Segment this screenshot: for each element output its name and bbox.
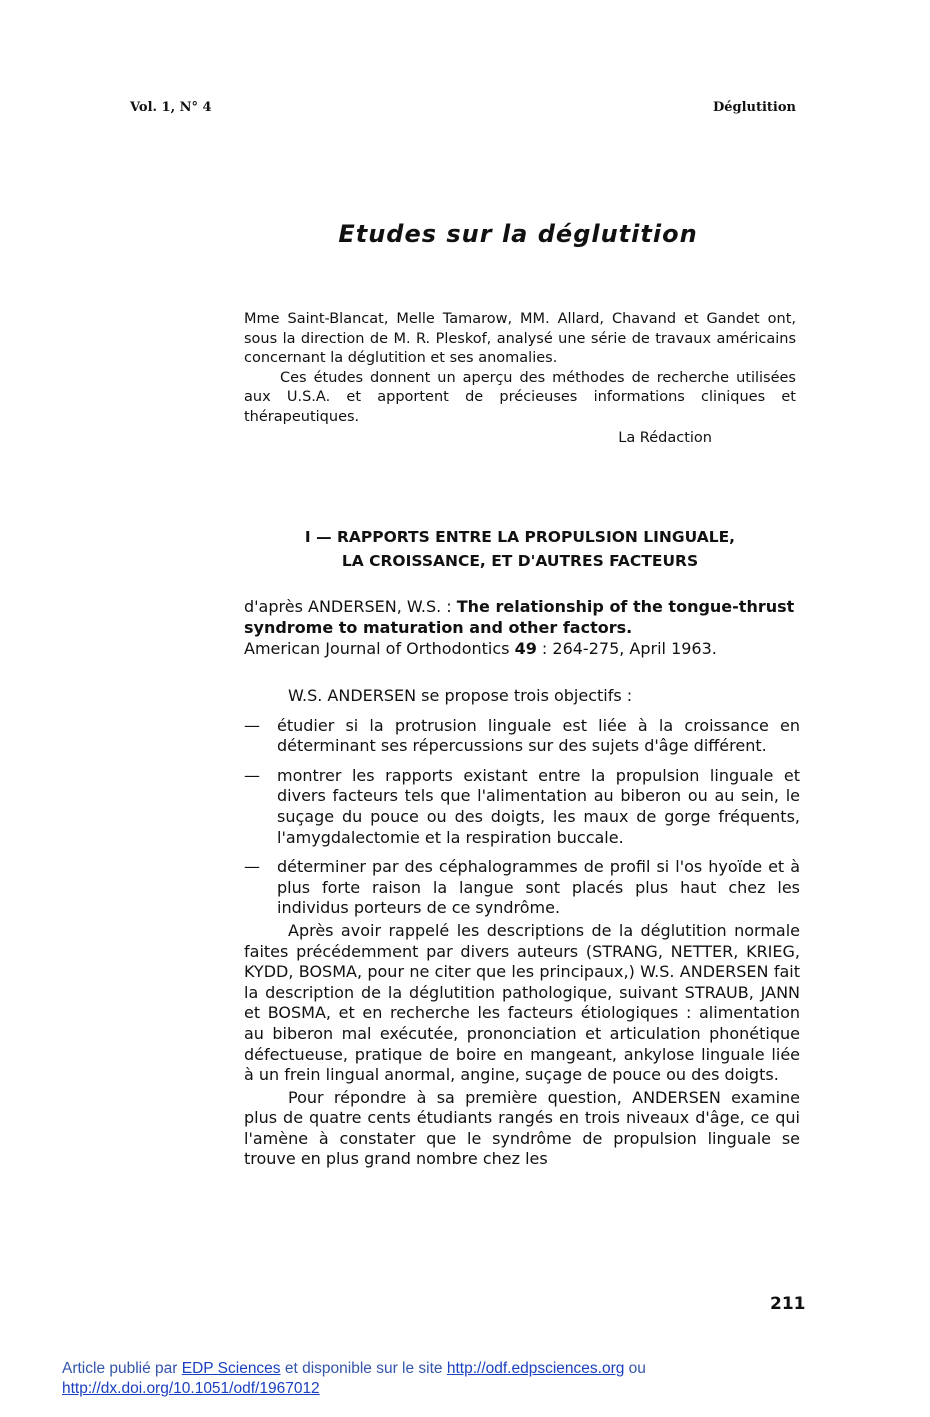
section-heading-line-1: I — RAPPORTS ENTRE LA PROPULSION LINGUALE, <box>304 528 736 546</box>
reference-title: The relationship of the tongue-thrust syndrome to maturation and other factors. <box>244 597 795 637</box>
section-heading <box>244 525 796 573</box>
reference-volume: 49 <box>514 639 537 658</box>
objective-item-3 <box>244 857 800 919</box>
abstract-paragraph-1: Mme Saint-Blancat, Melle Tamarow, MM. Allard, Chavand et Gandet ont, sous la direction de M. R. Pleskof, analysé une série de travaux américains concernant la déglutition et ses anomalies. <box>244 311 796 366</box>
bullet-dash: — <box>244 715 260 735</box>
objective-item-2 <box>244 766 800 848</box>
body-paragraph-1: Après avoir rappelé les descriptions de la déglutition normale faites précédemment par divers auteurs (STRANG, NETTER, KRIEG, KYDD, BOSMA, pour ne citer que les principaux,) W.S. ANDERSEN fait la description de la déglutition pathologique, suivant STRAUB, JANN et BOSMA, et en recherche les facteurs étiologiques : alimentation au biberon mal exécutée, prononciation et articulation phonétique défectueuse, pratique de boire en mangeant, ankylose linguale liée à un frein lingual anormal, angine, suçage de pouce ou des doigts. <box>244 920 800 1085</box>
section-heading-line-2: LA CROISSANCE, ET D'AUTRES FACTEURS <box>341 552 699 570</box>
reference-pages: : 264-275, April 1963. <box>536 639 717 658</box>
bullet-dash: — <box>244 857 260 877</box>
doi-link[interactable]: http://dx.doi.org/10.1051/odf/1967012 <box>62 1380 320 1397</box>
reference-journal: American Journal of Orthodontics <box>244 639 515 658</box>
footer-text-2: et disponible sur le site <box>280 1360 447 1377</box>
article-body <box>244 686 800 1170</box>
editorial-abstract <box>244 310 796 449</box>
page-title: Etudes sur la déglutition <box>338 220 698 248</box>
abstract-paragraph-2: Ces études donnent un aperçu des méthodes de recherche utilisées aux U.S.A. et apportent de précieuses informations cliniques et thérapeutiques. <box>244 369 796 425</box>
objective-text-1: étudier si la protrusion linguale est liée à la croissance en déterminant ses répercussions sur des sujets d'âge différent. <box>277 715 800 756</box>
publisher-footer <box>62 1359 646 1399</box>
odf-site-link[interactable]: http://odf.edpsciences.org <box>446 1360 625 1377</box>
header-topic: Déglutition <box>712 100 796 115</box>
bibliographic-reference <box>244 596 800 659</box>
objectives-lead: W.S. ANDERSEN se propose trois objectifs : <box>288 686 633 705</box>
page-number: 211 <box>770 1294 806 1314</box>
footer-text-1: Article publié par <box>62 1360 182 1377</box>
footer-text-3: ou <box>624 1360 646 1377</box>
objective-item-1 <box>244 716 800 757</box>
objective-text-3: déterminer par des céphalogrammes de profil si l'os hyoïde et à plus forte raison la langue sont placés plus haut chez les individus porteurs de ce syndrôme. <box>277 857 800 918</box>
edp-sciences-link[interactable]: EDP Sciences <box>181 1360 281 1377</box>
reference-prefix: d'après ANDERSEN, W.S. : <box>244 597 457 616</box>
abstract-signature: La Rédaction <box>618 430 712 446</box>
body-paragraph-2: Pour répondre à sa première question, ANDERSEN examine plus de quatre cents étudiants rangés en trois niveaux d'âge, ce qui l'amène à constater que le syndrôme de propulsion linguale se trouve en plus grand nombre chez les <box>244 1087 800 1169</box>
objective-text-2: montrer les rapports existant entre la propulsion linguale et divers facteurs tels que l'alimentation au biberon ou au sein, le suçage du pouce ou des doigts, les maux de gorge fréquents, l'amygdalectomie et la respiration buccale. <box>277 765 800 847</box>
header-volume: Vol. 1, N° 4 <box>130 100 212 115</box>
bullet-dash: — <box>244 765 260 785</box>
